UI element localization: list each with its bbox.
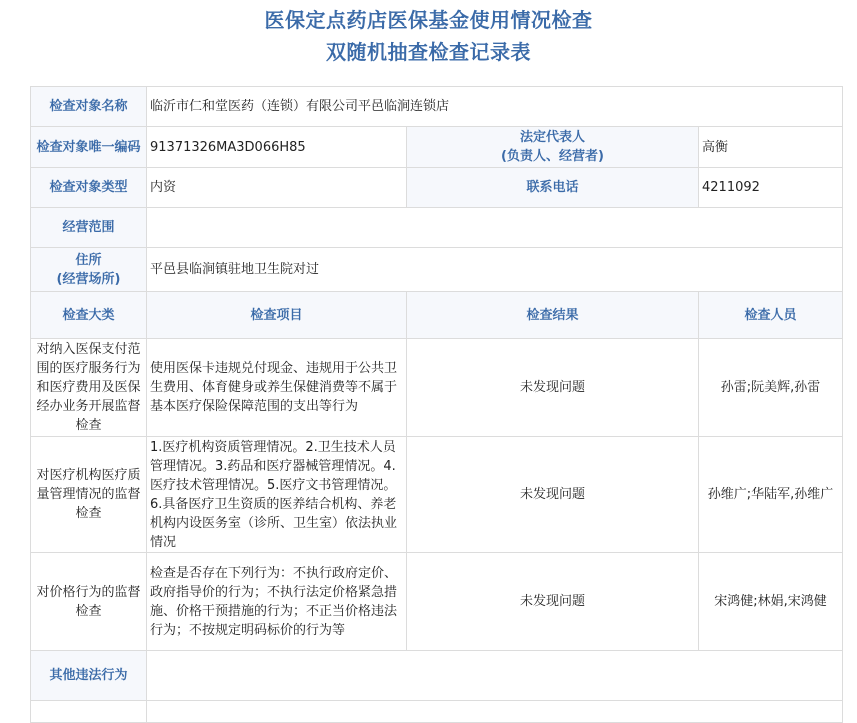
legal-rep-value: 高衡 — [699, 127, 843, 168]
business-scope-label: 经营范围 — [31, 208, 147, 248]
row-category: 对价格行为的监督检查 — [31, 553, 147, 651]
table-row — [31, 553, 843, 651]
trailing-cell-wide — [147, 701, 843, 723]
object-name-value: 临沂市仁和堂医药（连锁）有限公司平邑临涧连锁店 — [147, 87, 843, 127]
legal-rep-label-line2: (负责人、经营者) — [501, 149, 604, 164]
object-code-label: 检查对象唯一编码 — [31, 127, 147, 168]
business-scope-value — [147, 208, 843, 248]
address-label — [31, 248, 147, 292]
header-inspectors: 检查人员 — [699, 292, 843, 339]
document-title: 医保定点药店医保基金使用情况检查 — [264, 8, 593, 32]
row-inspectors: 孙维广;华陆军,孙维广 — [699, 437, 843, 553]
row-category: 对医疗机构医疗质量管理情况的监督检查 — [31, 437, 147, 553]
row-category: 对纳入医保支付范围的医疗服务行为和医疗费用及医保经办业务开展监督检查 — [31, 339, 147, 437]
object-type-value: 内资 — [147, 168, 407, 208]
table-header-row — [31, 292, 843, 339]
row-object-name — [31, 87, 843, 127]
row-object-type — [31, 168, 843, 208]
row-trailing — [31, 701, 843, 723]
row-result: 未发现问题 — [407, 553, 699, 651]
row-inspectors: 孙雷;阮美辉,孙雷 — [699, 339, 843, 437]
row-other-violations — [31, 651, 843, 701]
object-code-value: 91371326MA3D066H85 — [147, 127, 407, 168]
document-subtitle: 双随机抽查检查记录表 — [326, 40, 531, 64]
row-object-code — [31, 127, 843, 168]
header-category: 检查大类 — [31, 292, 147, 339]
header-result: 检查结果 — [407, 292, 699, 339]
phone-label: 联系电话 — [407, 168, 699, 208]
object-type-label: 检查对象类型 — [31, 168, 147, 208]
phone-value: 4211092 — [699, 168, 843, 208]
trailing-cell — [31, 701, 147, 723]
row-item: 使用医保卡违规兑付现金、违规用于公共卫生费用、体育健身或养生保健消费等不属于基本医疗保险保障范围的支出等行为 — [147, 339, 407, 437]
inspection-record-table — [30, 86, 843, 723]
address-label-line1: 住所 — [75, 252, 102, 268]
table-row — [31, 339, 843, 437]
row-inspectors: 宋鸿健;林娟,宋鸿健 — [699, 553, 843, 651]
row-address — [31, 248, 843, 292]
other-violations-label: 其他违法行为 — [31, 651, 147, 701]
row-item: 1.医疗机构资质管理情况。2.卫生技术人员管理情况。3.药品和医疗器械管理情况。4.医疗技术管理情况。5.医疗文书管理情况。6.具备医疗卫生资质的医养结合机构、养老机构内设医务室（诊所、卫生室）依法执业情况 — [147, 437, 407, 553]
header-item: 检查项目 — [147, 292, 407, 339]
row-item: 检查是否存在下列行为：不执行政府定价、政府指导价的行为；不执行法定价格紧急措施、价格干预措施的行为；不正当价格违法行为；不按规定明码标价的行为等 — [147, 553, 407, 651]
legal-rep-label — [407, 127, 699, 168]
row-business-scope — [31, 208, 843, 248]
legal-rep-label-line1: 法定代表人 — [519, 130, 585, 145]
row-result: 未发现问题 — [407, 437, 699, 553]
other-violations-value — [147, 651, 843, 701]
address-label-line2: (经营场所) — [56, 271, 121, 287]
row-result: 未发现问题 — [407, 339, 699, 437]
object-name-label: 检查对象名称 — [31, 87, 147, 127]
address-value: 平邑县临涧镇驻地卫生院对过 — [147, 248, 843, 292]
table-row — [31, 437, 843, 553]
